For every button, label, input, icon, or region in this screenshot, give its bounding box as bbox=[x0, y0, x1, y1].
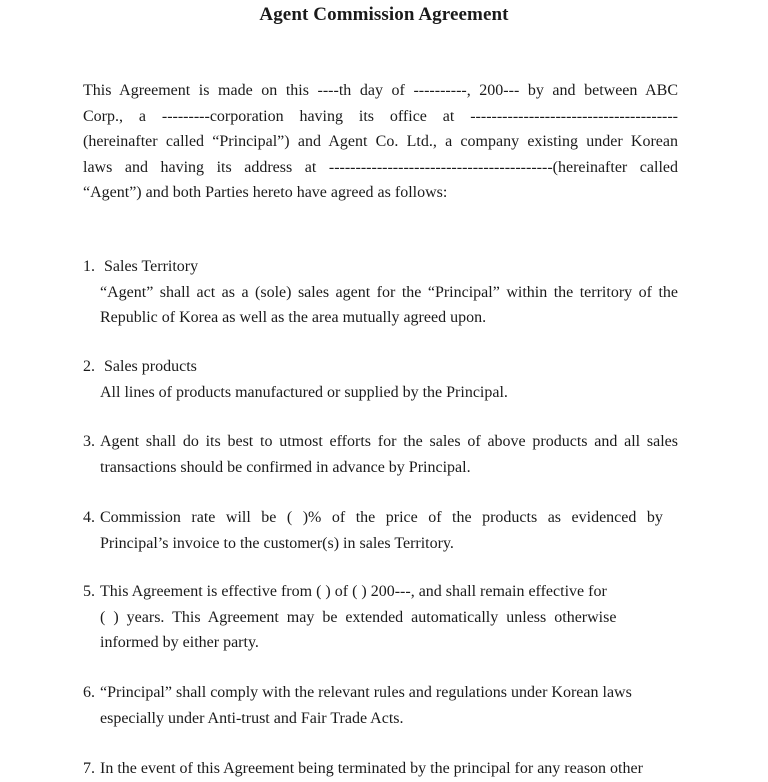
clause-line: Commission rate will be ( )% of the price of the products as evidenced by bbox=[100, 509, 663, 526]
clause-3 bbox=[83, 429, 678, 480]
clause-line: This Agreement is effective from ( ) of ( ) 200---, and shall remain effective for bbox=[100, 583, 607, 600]
clause-number: 6. bbox=[83, 684, 95, 701]
clause-number: 3. bbox=[83, 433, 95, 450]
clause-2 bbox=[83, 354, 678, 405]
clause-line: ( ) years. This Agreement may be extended automatically unless otherwise bbox=[100, 608, 617, 626]
intro-line: Corp., a ---------corporation having its office at --------------------------------------- bbox=[83, 107, 678, 125]
clause-line: In the event of this Agreement being terminated by the principal for any reason other bbox=[100, 760, 643, 777]
clause-1 bbox=[83, 254, 678, 331]
document-title: Agent Commission Agreement bbox=[259, 4, 509, 25]
clause-number: 4. bbox=[83, 509, 95, 526]
clause-6 bbox=[83, 680, 678, 731]
clause-number: 2. bbox=[83, 358, 95, 375]
clause-line: Republic of Korea as well as the area mutually agreed upon. bbox=[100, 309, 487, 326]
clause-line: “Agent” shall act as a (sole) sales agent for the “Principal” within the territory of the bbox=[100, 283, 678, 301]
clause-heading: Sales products bbox=[104, 358, 197, 375]
intro-line: (hereinafter called “Principal”) and Agent Co. Ltd., a company existing under Korean bbox=[83, 133, 678, 150]
clause-heading: Sales Territory bbox=[104, 258, 199, 275]
clause-line: Agent shall do its best to utmost efforts for the sales of above products and all sales bbox=[100, 433, 678, 450]
clause-number: 1. bbox=[83, 258, 95, 275]
intro-paragraph bbox=[83, 78, 678, 206]
clause-5 bbox=[83, 579, 678, 656]
clause-line: All lines of products manufactured or supplied by the Principal. bbox=[100, 383, 508, 401]
clause-line: informed by either party. bbox=[100, 634, 259, 651]
clause-number: 5. bbox=[83, 583, 95, 600]
clause-7 bbox=[83, 756, 678, 782]
clause-number: 7. bbox=[83, 760, 95, 777]
intro-line: This Agreement is made on this ----th day of ----------, 200--- by and between ABC bbox=[83, 82, 678, 99]
clause-line: transactions should be confirmed in advance by Principal. bbox=[100, 458, 471, 476]
intro-line: “Agent”) and both Parties hereto have agreed as follows: bbox=[83, 184, 448, 201]
intro-line: laws and having its address at ------------------------------------------(hereinafter called bbox=[83, 158, 678, 176]
clause-line: “Principal” shall comply with the relevant rules and regulations under Korean laws bbox=[100, 684, 632, 701]
clause-line: especially under Anti-trust and Fair Trade Acts. bbox=[100, 709, 404, 727]
clause-line: Principal’s invoice to the customer(s) in sales Territory. bbox=[100, 534, 454, 552]
clause-4 bbox=[83, 505, 678, 556]
